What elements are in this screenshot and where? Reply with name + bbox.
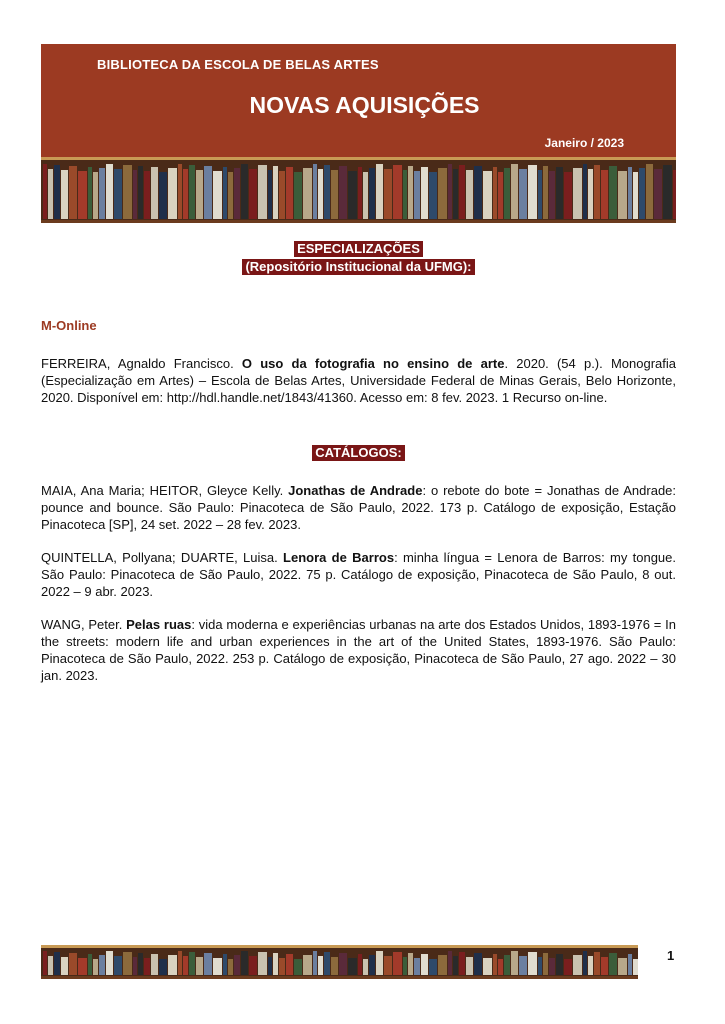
book-spine xyxy=(519,956,527,975)
book-spine xyxy=(324,952,330,975)
book-spine xyxy=(258,952,267,975)
book-spine xyxy=(168,955,177,975)
book-spine xyxy=(543,166,548,219)
book-spine xyxy=(358,167,362,219)
book-spine xyxy=(618,171,627,219)
book-spine xyxy=(54,165,60,219)
book-spine xyxy=(448,164,452,219)
book-spine xyxy=(573,168,582,219)
book-spine xyxy=(93,959,98,975)
book-spine xyxy=(61,170,68,219)
book-spine xyxy=(213,958,222,975)
page-number: 1 xyxy=(667,948,675,963)
book-spine xyxy=(528,952,537,975)
book-spine xyxy=(609,953,617,975)
book-spine xyxy=(493,954,497,975)
book-spine xyxy=(511,951,518,975)
book-spine xyxy=(408,953,413,975)
book-spine xyxy=(538,170,542,219)
book-spine xyxy=(384,956,392,975)
book-spine xyxy=(61,957,68,975)
book-spine xyxy=(519,169,527,219)
book-spine xyxy=(123,165,132,219)
header-banner xyxy=(41,44,676,157)
library-name: BIBLIOTECA DA ESCOLA DE BELAS ARTES xyxy=(97,57,379,72)
book-spine xyxy=(348,958,357,975)
book-spine xyxy=(549,958,555,975)
book-spine xyxy=(459,165,465,219)
book-spine xyxy=(303,955,312,975)
book-spine xyxy=(114,169,122,219)
book-spine xyxy=(594,165,600,219)
book-spine xyxy=(114,956,122,975)
book-spine xyxy=(618,958,627,975)
book-spine xyxy=(363,959,368,975)
book-spine xyxy=(313,951,317,975)
book-spine xyxy=(213,171,222,219)
book-spine xyxy=(628,954,632,975)
book-spine xyxy=(159,959,167,975)
book-spine xyxy=(196,170,203,219)
book-spine xyxy=(663,165,672,219)
book-spine xyxy=(543,953,548,975)
main-content xyxy=(41,240,676,697)
book-spine xyxy=(88,167,92,219)
book-spine xyxy=(93,172,98,219)
book-spine xyxy=(204,953,212,975)
book-spine xyxy=(249,169,257,219)
book-spine xyxy=(588,956,593,975)
book-spine xyxy=(369,168,375,219)
book-spine xyxy=(234,955,240,975)
book-spine xyxy=(168,168,177,219)
book-spine xyxy=(204,166,212,219)
book-spine xyxy=(313,164,317,219)
book-spine xyxy=(339,166,347,219)
book-spine xyxy=(511,164,518,219)
book-spine xyxy=(279,171,285,219)
book-spine xyxy=(564,959,572,975)
book-spine xyxy=(609,166,617,219)
book-spine xyxy=(483,958,492,975)
book-spine xyxy=(189,952,195,975)
book-spine xyxy=(273,166,278,219)
book-spine xyxy=(438,168,447,219)
book-spine xyxy=(474,166,482,219)
book-spine xyxy=(459,952,465,975)
specializations-heading: ESPECIALIZAÇÕES (Repositório Institucional da UFMG): xyxy=(41,240,676,276)
book-spine xyxy=(54,952,60,975)
book-spine xyxy=(183,956,188,975)
book-spine xyxy=(318,956,323,975)
book-spine xyxy=(78,958,87,975)
bookshelf-image-top xyxy=(41,157,676,223)
book-spine xyxy=(228,172,233,219)
book-spine xyxy=(421,954,428,975)
book-spine xyxy=(498,959,503,975)
m-online-subheading: M-Online xyxy=(41,318,97,333)
book-spine xyxy=(178,164,182,219)
book-spine xyxy=(106,164,113,219)
book-spine xyxy=(294,172,302,219)
book-spine xyxy=(159,172,167,219)
book-spine xyxy=(234,168,240,219)
book-spine xyxy=(556,167,563,219)
book-spine xyxy=(241,164,248,219)
book-spine xyxy=(393,952,402,975)
book-spine xyxy=(538,957,542,975)
book-spine xyxy=(363,172,368,219)
book-spine xyxy=(376,164,383,219)
book-spine xyxy=(498,172,503,219)
book-spine xyxy=(474,953,482,975)
book-spine xyxy=(151,954,158,975)
book-spine xyxy=(223,954,227,975)
book-spine xyxy=(466,170,473,219)
catalogs-heading: CATÁLOGOS: xyxy=(41,444,676,462)
book-spine xyxy=(249,956,257,975)
book-spine xyxy=(78,171,87,219)
book-spine xyxy=(189,165,195,219)
book-spine xyxy=(99,168,105,219)
book-spine xyxy=(133,957,137,975)
book-spine xyxy=(403,170,407,219)
book-spine xyxy=(144,171,150,219)
book-spine xyxy=(286,954,293,975)
book-spine xyxy=(348,171,357,219)
book-spine xyxy=(504,168,510,219)
book-spine xyxy=(414,171,420,219)
book-spine xyxy=(138,953,143,975)
book-spine xyxy=(528,165,537,219)
book-spine xyxy=(133,170,137,219)
book-spine xyxy=(48,956,53,975)
book-spine xyxy=(318,169,323,219)
book-spine xyxy=(331,957,338,975)
book-spine xyxy=(178,951,182,975)
book-spine xyxy=(144,958,150,975)
book-spine xyxy=(583,951,587,975)
book-spine xyxy=(564,172,572,219)
book-spine xyxy=(601,170,608,219)
book-spine xyxy=(273,953,278,975)
specialization-entry: FERREIRA, Agnaldo Francisco. O uso da fotografia no ensino de arte. 2020. (54 p.). Monografia (Especialização em Artes) – Escola de Belas Artes, Universidade Federal de Minas Gerais, Belo Horizonte, 2020. Disponível em: http://hdl.handle.net/1843/41360. Acesso em: 8 fev. 2023. 1 Recurso on-line. xyxy=(41,356,676,405)
book-spine xyxy=(633,959,638,975)
book-spine xyxy=(331,170,338,219)
book-spine xyxy=(183,169,188,219)
book-spine xyxy=(453,956,458,975)
book-spine xyxy=(268,170,272,219)
book-spine xyxy=(438,955,447,975)
book-spine xyxy=(268,957,272,975)
book-spine xyxy=(448,951,452,975)
book-spine xyxy=(601,957,608,975)
book-spine xyxy=(43,164,47,219)
book-spine xyxy=(408,166,413,219)
book-spine xyxy=(646,164,653,219)
book-spine xyxy=(429,172,437,219)
book-spine xyxy=(421,167,428,219)
book-spine xyxy=(369,955,375,975)
book-spine xyxy=(393,165,402,219)
book-spine xyxy=(339,953,347,975)
book-spine xyxy=(639,168,645,219)
book-spine xyxy=(654,169,662,219)
book-spine xyxy=(673,170,676,219)
page-title: NOVAS AQUISIÇÕES xyxy=(249,92,480,118)
book-spine xyxy=(549,171,555,219)
book-spine xyxy=(583,164,587,219)
book-spine xyxy=(358,954,362,975)
book-spine xyxy=(48,169,53,219)
book-spine xyxy=(258,165,267,219)
book-spine xyxy=(43,951,47,975)
book-spine xyxy=(99,955,105,975)
book-spine xyxy=(376,951,383,975)
book-spine xyxy=(286,167,293,219)
catalog-entry: WANG, Peter. Pelas ruas: vida moderna e experiências urbanas na arte dos Estados Unidos, 1893-1976 = In the streets: modern life and urban experiences in the art of the United States, 1893-1976. São Paulo: Pinacoteca de São Paulo, 2022. 253 p. Catálogo de exposição, Pinacoteca de São Paulo, 27 ago. 2022 – 30 jan. 2023. xyxy=(41,617,677,683)
book-spine xyxy=(196,957,203,975)
catalog-entry: MAIA, Ana Maria; HEITOR, Gleyce Kelly. Jonathas de Andrade: o rebote do bote = Jonathas de Andrade: pounce and bounce. São Paulo: Pinacoteca de São Paulo, 2022. 173 p. Catálogo de exposição, Estação Pinacoteca [SP], 24 set. 2022 – 28 fev. 2023. xyxy=(41,483,677,532)
book-spine xyxy=(223,167,227,219)
book-spine xyxy=(324,165,330,219)
book-spine xyxy=(414,958,420,975)
book-spine xyxy=(493,167,497,219)
bookshelf-image-bottom xyxy=(41,945,638,979)
book-spine xyxy=(138,166,143,219)
book-spine xyxy=(466,957,473,975)
book-spine xyxy=(429,959,437,975)
book-spine xyxy=(228,959,233,975)
book-spine xyxy=(483,171,492,219)
book-spine xyxy=(453,169,458,219)
book-spine xyxy=(151,167,158,219)
book-spine xyxy=(594,952,600,975)
book-spine xyxy=(573,955,582,975)
book-spine xyxy=(384,169,392,219)
book-spine xyxy=(123,952,132,975)
book-spine xyxy=(294,959,302,975)
book-spine xyxy=(628,167,632,219)
book-spine xyxy=(556,954,563,975)
book-spine xyxy=(588,169,593,219)
book-spine xyxy=(241,951,248,975)
book-spine xyxy=(279,958,285,975)
book-spine xyxy=(69,953,77,975)
book-spine xyxy=(403,957,407,975)
issue-date: Janeiro / 2023 xyxy=(544,136,624,150)
catalog-entry: QUINTELLA, Pollyana; DUARTE, Luisa. Lenora de Barros: minha língua = Lenora de Barros: my tongue. São Paulo: Pinacoteca de São Paulo, 2022. 75 p. Catálogo de exposição, Pinacoteca de São Paulo, 8 out. 2022 – 9 abr. 2023. xyxy=(41,550,677,599)
book-spine xyxy=(633,172,638,219)
book-spine xyxy=(88,954,92,975)
book-spine xyxy=(303,168,312,219)
book-spine xyxy=(106,951,113,975)
book-spine xyxy=(504,955,510,975)
book-spine xyxy=(69,166,77,219)
